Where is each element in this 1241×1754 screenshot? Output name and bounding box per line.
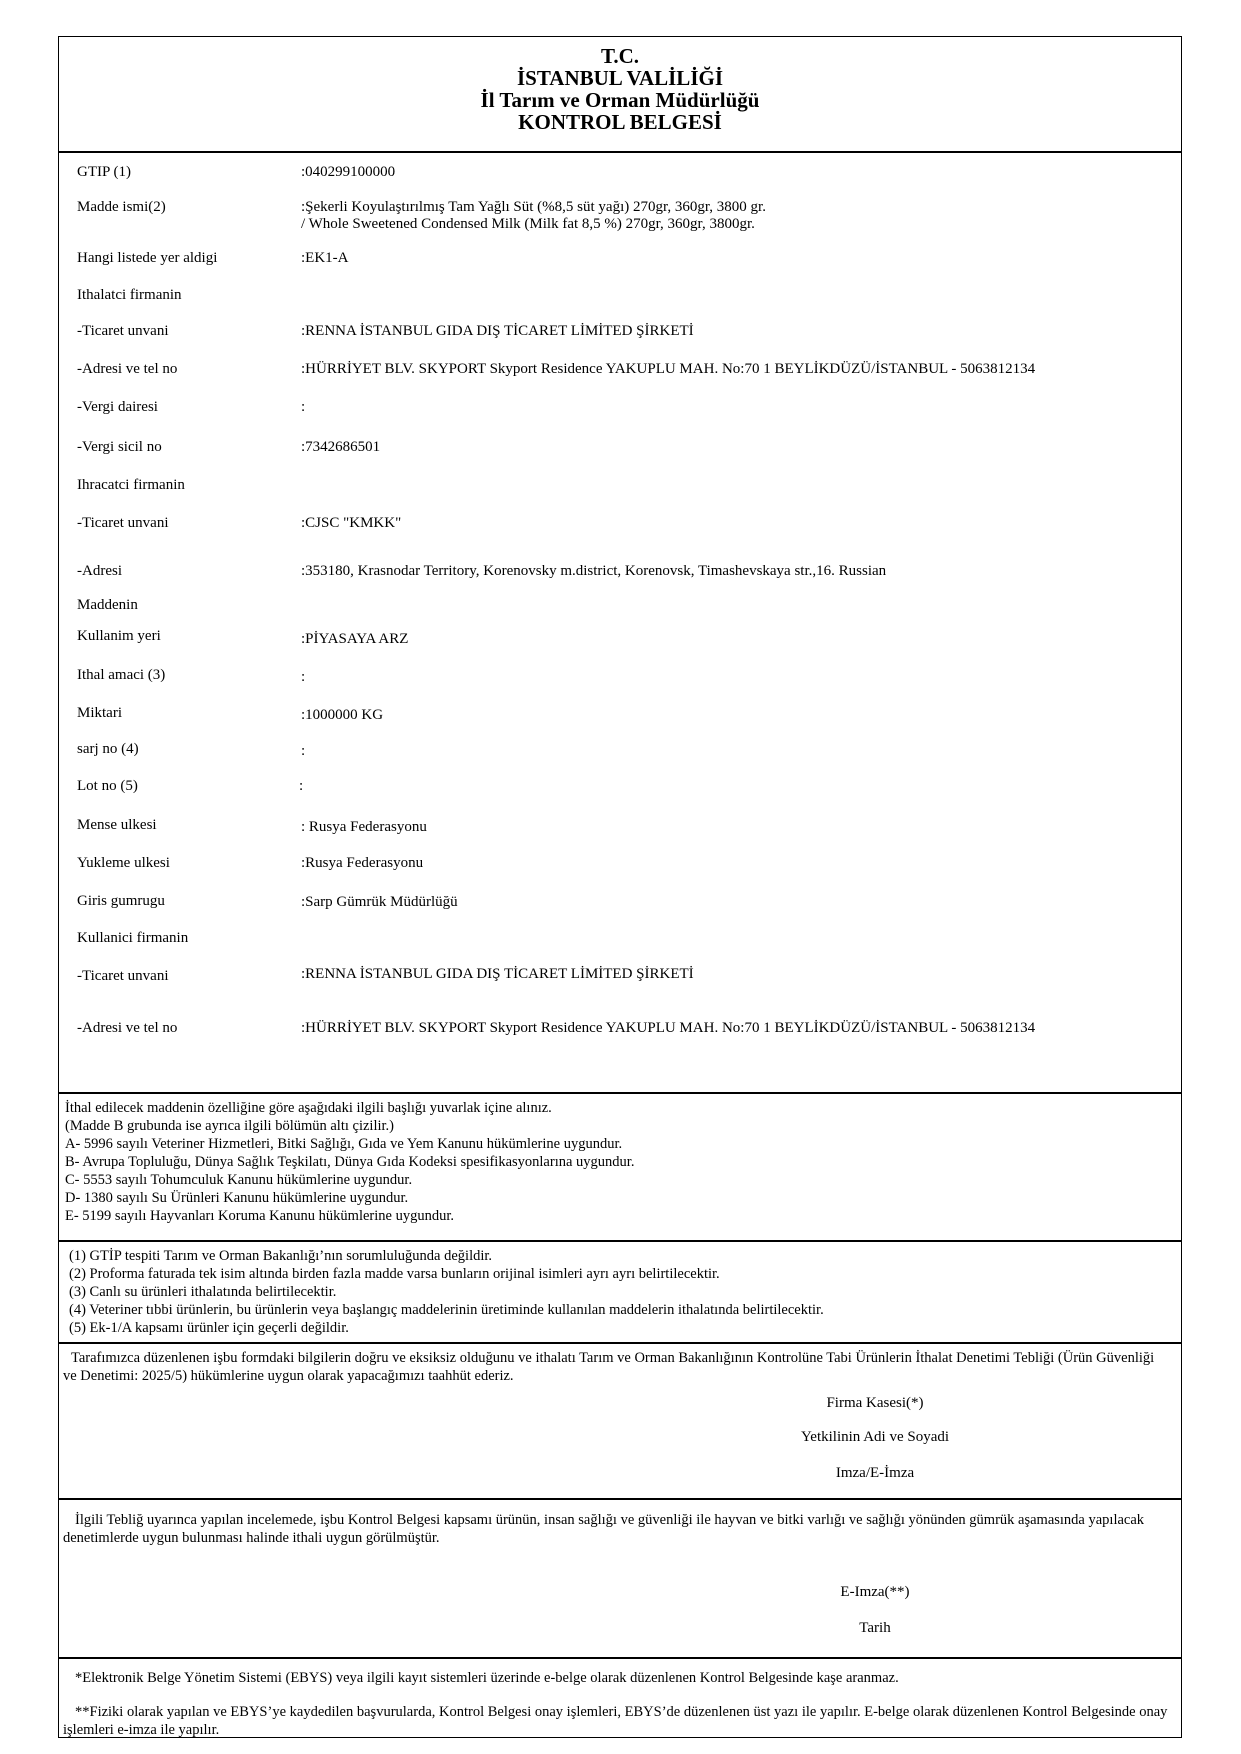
ithalatci-unvan-label: -Ticaret unvani bbox=[77, 323, 169, 339]
madde-value: :Şekerli Koyulaştırılmış Tam Yağlı Süt (%8,5 süt yağı) 270gr, 360gr, 3800 gr. bbox=[301, 199, 766, 215]
header-title: KONTROL BELGESİ bbox=[518, 110, 722, 134]
category-note: (Madde B grubunda ise ayrıca ilgili bölümün altı çizilir.) bbox=[65, 1118, 394, 1134]
section-divider-3 bbox=[59, 1342, 1181, 1344]
lot-label: Lot no (5) bbox=[77, 778, 138, 794]
miktari-value: :1000000 KG bbox=[301, 707, 384, 723]
yukleme-label: Yukleme ulkesi bbox=[77, 855, 170, 871]
kullanici-unvan-value: :RENNA İSTANBUL GIDA DIŞ TİCARET LİMİTED ŞİRKETİ bbox=[301, 966, 694, 982]
header-valilik: İSTANBUL VALİLİĞİ bbox=[516, 66, 723, 90]
ihracatci-adres-value: :353180, Krasnodar Territory, Korenovsky m.district, Korenovsk, Timashevskaya str.,16. Russian bbox=[301, 563, 887, 579]
e-imza: E-Imza(**) bbox=[840, 1584, 910, 1600]
ithalatci-heading: Ithalatci firmanin bbox=[77, 287, 182, 303]
footnote-4: (4) Veteriner tıbbi ürünlerin, bu ürünlerin veya başlangıç maddelerinin üretiminde kullanılan maddelerin ithalatında belirtilecektir. bbox=[69, 1302, 824, 1318]
declaration-text bbox=[63, 1349, 1169, 1385]
category-e: E- 5199 sayılı Hayvanları Koruma Kanunu hükümlerine uygundur. bbox=[65, 1208, 455, 1224]
mense-value: : Rusya Federasyonu bbox=[301, 819, 427, 835]
footnotes bbox=[69, 1247, 1169, 1337]
kullanici-adres-label: -Adresi ve tel no bbox=[77, 1020, 178, 1036]
madde-label: Madde ismi(2) bbox=[77, 199, 166, 215]
giris-label: Giris gumrugu bbox=[77, 893, 165, 909]
ithalatci-adres-value: :HÜRRİYET BLV. SKYPORT Skyport Residence YAKUPLU MAH. No:70 1 BEYLİKDÜZÜ/İSTANBUL - 5063812134 bbox=[301, 361, 1036, 377]
category-d: D- 1380 sayılı Su Ürünleri Kanunu hükümlerine uygundur. bbox=[65, 1190, 409, 1206]
header-tc: T.C. bbox=[600, 44, 640, 68]
footnote-2: (2) Proforma faturada tek isim altında birden fazla madde varsa bunların orijinal isimleri ayrı ayrı belirtilecektir. bbox=[69, 1266, 720, 1282]
ihracatci-heading: Ihracatci firmanin bbox=[77, 477, 185, 493]
document-frame bbox=[58, 36, 1182, 1738]
category-b: B- Avrupa Topluluğu, Dünya Sağlık Teşkilatı, Dünya Gıda Kodeksi spesifikasyonlarına uygundur. bbox=[65, 1154, 635, 1170]
ithalatci-adres-label: -Adresi ve tel no bbox=[77, 361, 178, 377]
section-divider-2 bbox=[59, 1240, 1181, 1242]
ihracatci-unvan-label: -Ticaret unvani bbox=[77, 515, 169, 531]
category-c: C- 5553 sayılı Tohumculuk Kanunu hükümlerine uygundur. bbox=[65, 1172, 413, 1188]
mense-label: Mense ulkesi bbox=[77, 817, 157, 833]
giris-value: :Sarp Gümrük Müdürlüğü bbox=[301, 894, 458, 910]
kullanici-adres-value: :HÜRRİYET BLV. SKYPORT Skyport Residence YAKUPLU MAH. No:70 1 BEYLİKDÜZÜ/İSTANBUL - 5063812134 bbox=[301, 1020, 1036, 1036]
footnote-3: (3) Canlı su ürünleri ithalatında belirtilecektir. bbox=[69, 1284, 337, 1300]
maddenin-heading: Maddenin bbox=[77, 597, 138, 613]
header-mudurluk: İl Tarım ve Orman Müdürlüğü bbox=[480, 88, 760, 112]
footnote-1: (1) GTİP tespiti Tarım ve Orman Bakanlığı’nın sorumluluğunda değildir. bbox=[69, 1248, 493, 1264]
imza-line: Imza/E-İmza bbox=[835, 1465, 915, 1481]
kullanici-unvan-label: -Ticaret unvani bbox=[77, 968, 169, 984]
kullanim-label: Kullanim yeri bbox=[77, 628, 161, 644]
madde-value-en: / Whole Sweetened Condensed Milk (Milk fat 8,5 %) 270gr, 360gr, 3800gr. bbox=[301, 216, 755, 232]
kullanim-value: :PİYASAYA ARZ bbox=[301, 631, 409, 647]
yetkili-adi: Yetkilinin Adi ve Soyadi bbox=[800, 1429, 950, 1445]
miktari-label: Miktari bbox=[77, 705, 122, 721]
vergi-dairesi-value: : bbox=[301, 399, 306, 415]
footer-note-2-wrap bbox=[63, 1703, 1169, 1739]
category-a: A- 5996 sayılı Veteriner Hizmetleri, Bitki Sağlığı, Gıda ve Yem Kanunu hükümlerine uygundur. bbox=[65, 1136, 623, 1152]
ihracatci-adres-label: -Adresi bbox=[77, 563, 122, 579]
section-divider-5 bbox=[59, 1657, 1181, 1659]
liste-label: Hangi listede yer aldigi bbox=[77, 250, 218, 266]
ihracatci-unvan-value: :CJSC "KMKK" bbox=[301, 515, 402, 531]
declaration-paragraph: Tarafımızca düzenlenen işbu formdaki bilgilerin doğru ve eksiksiz olduğunu ve ithalatı Tarım ve Orman Bakanlığının Kontrolüne Tabi Ürünlerin İthalat Denetimi Tebliği (Ürün Güvenliği ve Denetimi: 2025/5) hükümlerine uygun olarak yapacağımızı taahhüt ederiz. bbox=[63, 1350, 1155, 1384]
lot-value: : bbox=[299, 778, 304, 794]
footer-note-1-wrap bbox=[63, 1669, 1169, 1687]
document-header bbox=[59, 45, 1181, 133]
approval-paragraph: İlgili Tebliğ uyarınca yapılan incelemede, işbu Kontrol Belgesi kapsamı ürünün, insan sağlığı ve güvenliği ile hayvan ve bitki varlığı ve sağlığı yönünden gümrük aşamasında yapılacak denetimlerde uygun bulunması halinde ithali uygun görülmüştür. bbox=[63, 1512, 1145, 1546]
ithal-amaci-value: : bbox=[301, 669, 306, 685]
kullanici-heading: Kullanici firmanin bbox=[77, 930, 189, 946]
sarj-value: : bbox=[301, 743, 306, 759]
approval-text bbox=[63, 1511, 1169, 1547]
yukleme-value: :Rusya Federasyonu bbox=[301, 855, 424, 871]
gtip-value: :040299100000 bbox=[301, 164, 396, 180]
section-divider-1 bbox=[59, 1092, 1181, 1094]
ithalatci-unvan-value: :RENNA İSTANBUL GIDA DIŞ TİCARET LİMİTED ŞİRKETİ bbox=[301, 323, 694, 339]
tarih: Tarih bbox=[859, 1620, 891, 1636]
liste-value: :EK1-A bbox=[301, 250, 349, 266]
section-divider-4 bbox=[59, 1498, 1181, 1500]
vergi-dairesi-label: -Vergi dairesi bbox=[77, 399, 158, 415]
gtip-label: GTIP (1) bbox=[77, 164, 132, 180]
footnote-5: (5) Ek-1/A kapsamı ürünler için geçerli değildir. bbox=[69, 1320, 349, 1336]
category-list bbox=[65, 1099, 1169, 1225]
vergi-sicil-label: -Vergi sicil no bbox=[77, 439, 162, 455]
footer-note-1: *Elektronik Belge Yönetim Sistemi (EBYS) veya ilgili kayıt sistemleri üzerinde e-belge olarak düzenlenen Kontrol Belgesinde kaşe aranmaz. bbox=[75, 1670, 899, 1686]
header-divider bbox=[59, 151, 1181, 153]
sarj-label: sarj no (4) bbox=[77, 741, 139, 757]
vergi-sicil-value: :7342686501 bbox=[301, 439, 381, 455]
footer-note-2: **Fiziki olarak yapılan ve EBYS’ye kaydedilen başvurularda, Kontrol Belgesi onay işlemleri, EBYS’de düzenlenen üst yazı ile yapılır. E-belge olarak düzenlenen Kontrol Belgesinde onay işlemleri e-imza ile yapılır. bbox=[63, 1704, 1168, 1738]
firma-kasesi: Firma Kasesi(*) bbox=[826, 1395, 924, 1411]
category-instruction: İthal edilecek maddenin özelliğine göre aşağıdaki ilgili başlığı yuvarlak içine alınız. bbox=[65, 1100, 552, 1116]
ithal-amaci-label: Ithal amaci (3) bbox=[77, 667, 166, 683]
